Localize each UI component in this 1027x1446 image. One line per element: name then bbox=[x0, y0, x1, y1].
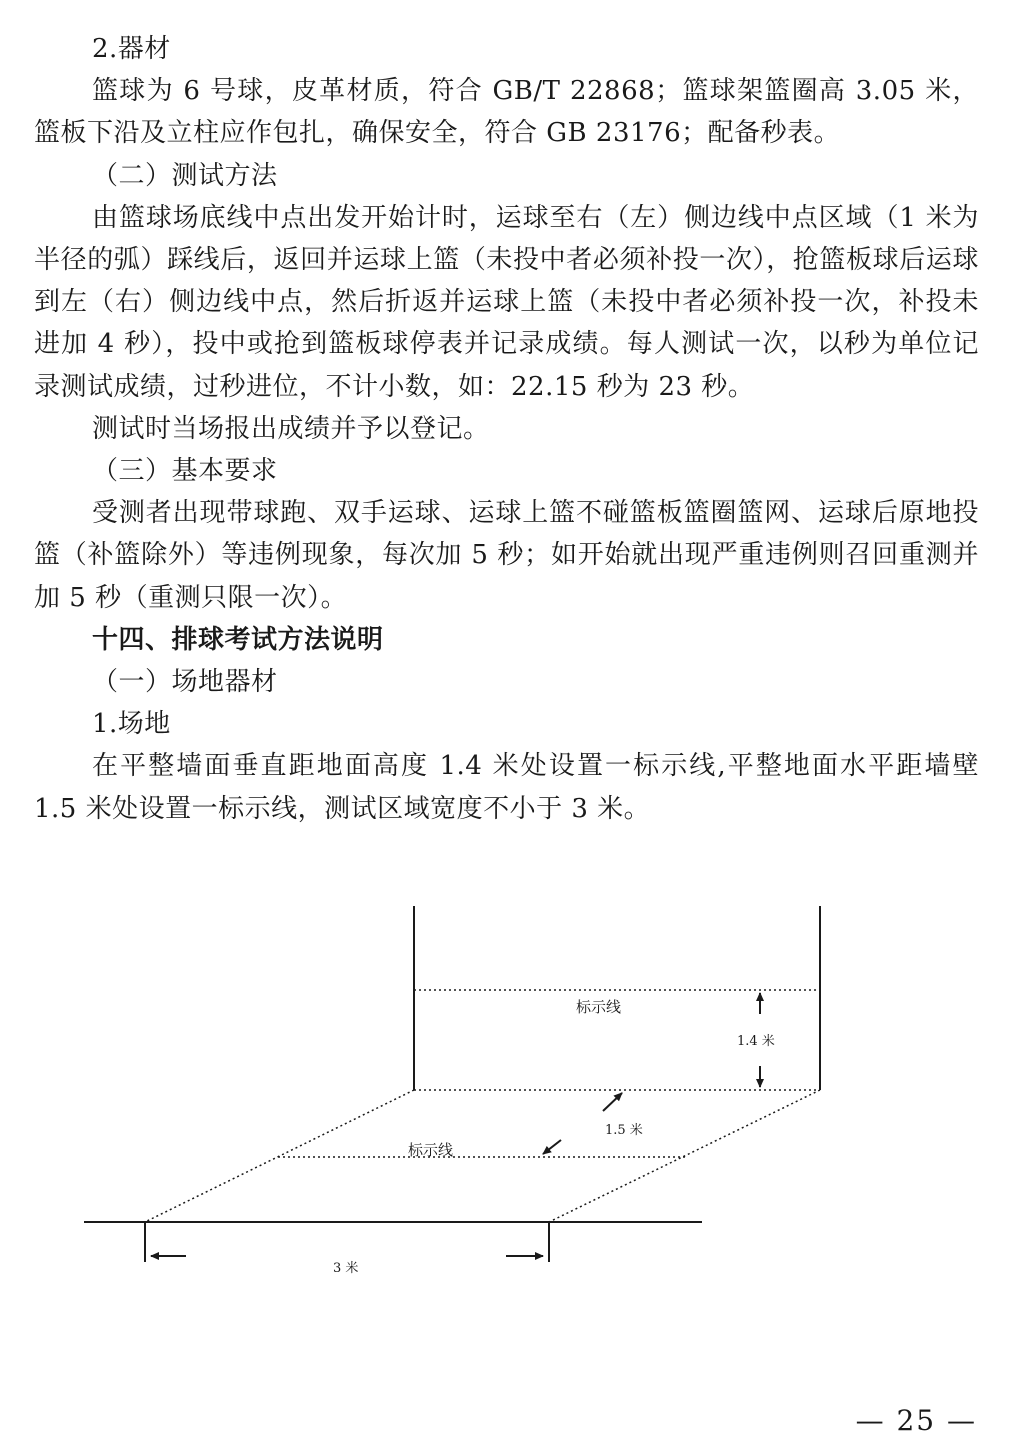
page-number: — 25 — bbox=[855, 1404, 977, 1437]
distance-label: 1.5 米 bbox=[605, 1123, 643, 1138]
equipment-heading: 2.器材 bbox=[92, 34, 171, 64]
wall-marker-label: 标示线 bbox=[576, 998, 622, 1016]
requirements-heading: （三）基本要求 bbox=[92, 456, 278, 487]
venue-equipment-heading: （一）场地器材 bbox=[92, 667, 278, 698]
distance-arrow-lower bbox=[543, 1140, 561, 1154]
venue-heading: 1.场地 bbox=[92, 709, 171, 740]
body-text bbox=[34, 28, 979, 830]
venue-diagram bbox=[0, 890, 1027, 1310]
floor-marker-label: 标示线 bbox=[408, 1141, 454, 1159]
height-label: 1.4 米 bbox=[737, 1034, 775, 1049]
equipment-paragraph: 篮球为 6 号球，皮革材质，符合 GB/T 22868；篮球架篮圈高 3.05 米，篮板下沿及立柱应作包扎，确保安全，符合 GB 23176；配备秒表。 bbox=[34, 76, 979, 149]
method-heading: （二）测试方法 bbox=[92, 160, 278, 191]
record-paragraph: 测试时当场报出成绩并予以登记。 bbox=[92, 413, 490, 444]
method-paragraph: 由篮球场底线中点出发开始计时，运球至右（左）侧边线中点区域（1 米为半径的弧）踩线后，返回并运球上篮（未投中者必须补投一次），抢篮板球后运球到左（右）侧边线中点，然后折返并运球上篮（未投中者必须补投一次，补投未进加 4 秒），投中或抢到篮板球停表并记录成绩。每人测试一次，以秒为单位记录测试成绩，过秒进位，不计小数，如：22.15 秒为 23 秒。 bbox=[34, 202, 979, 402]
volleyball-heading: 十四、排球考试方法说明 bbox=[92, 624, 384, 655]
floor-left-edge bbox=[145, 1090, 414, 1222]
requirements-paragraph: 受测者出现带球跑、双手运球、运球上篮不碰篮板篮圈篮网、运球后原地投篮（补篮除外）等违例现象，每次加 5 秒；如开始就出现严重违例则召回重测并加 5 秒（重测只限一次）。 bbox=[34, 498, 979, 613]
floor-right-edge bbox=[549, 1090, 820, 1222]
width-label: 3 米 bbox=[333, 1261, 359, 1276]
venue-paragraph: 在平整墙面垂直距地面高度 1.4 米处设置一标示线,平整地面水平距墙壁 1.5 米处设置一标示线，测试区域宽度不小于 3 米。 bbox=[34, 751, 979, 824]
distance-arrow-upper bbox=[603, 1093, 622, 1111]
